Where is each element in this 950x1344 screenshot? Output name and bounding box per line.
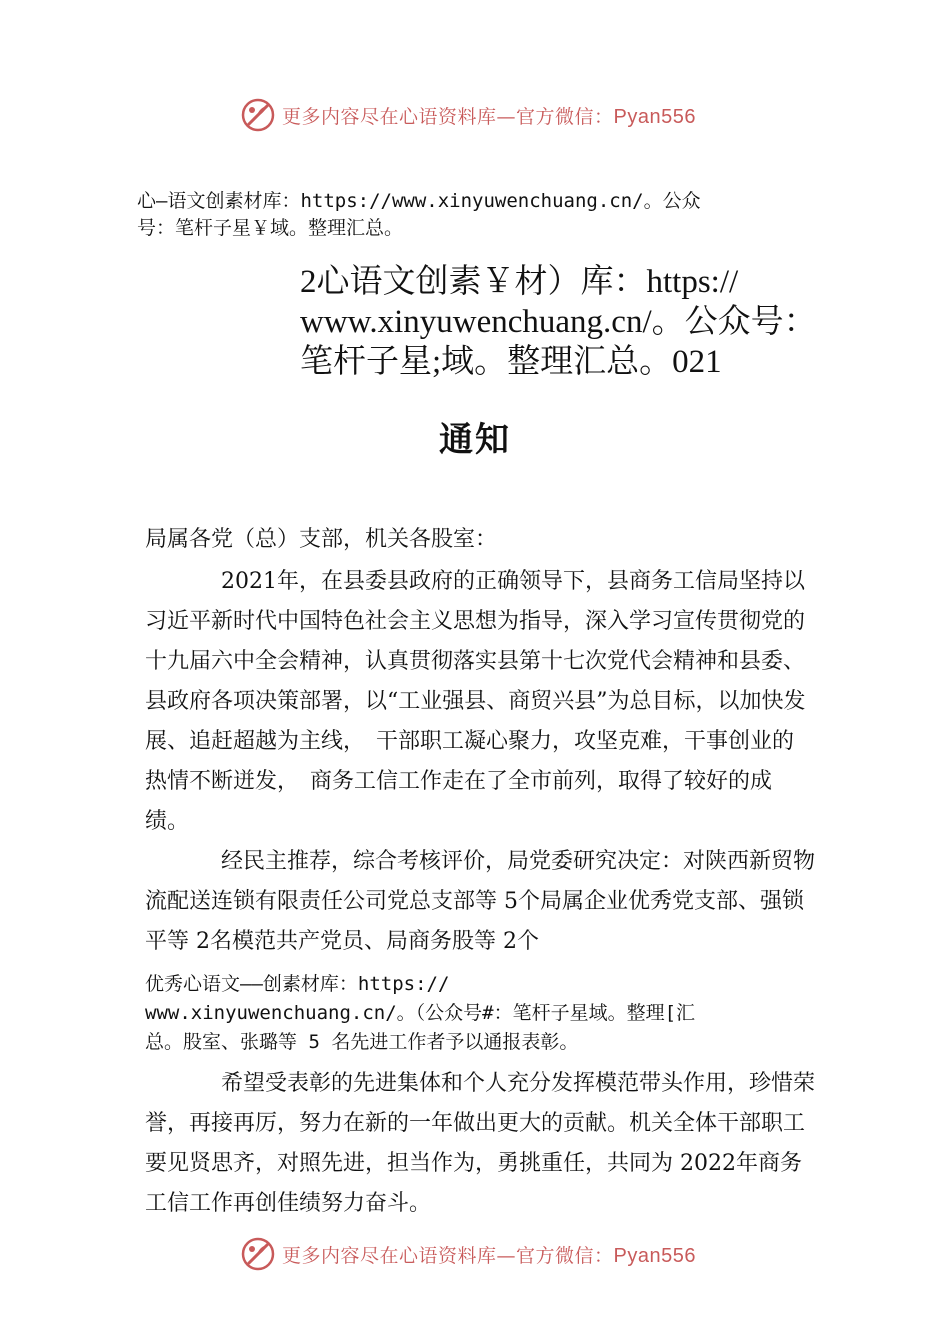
banner-text: 更多内容尽在心语资料库—官方微信：Pyan556 bbox=[282, 1244, 696, 1267]
paragraph-hope bbox=[145, 1064, 815, 1224]
quill-seal-icon bbox=[240, 1236, 276, 1272]
source-note-line: 号：笔杆子星￥域。整理汇总。 bbox=[137, 217, 404, 239]
banner-text: 更多内容尽在心语资料库—官方微信：Pyan556 bbox=[282, 105, 696, 128]
source-note-mid-line: 优秀心语文——创素材库：https:// bbox=[145, 973, 450, 995]
source-note-large bbox=[300, 262, 860, 382]
source-note-mid-line: 总。股室、张璐等 5 名先进工作者予以通报表彰。 bbox=[145, 1031, 579, 1053]
source-note-line: 心—语文创素材库：https://www.xinyuwenchuang.cn/。公众 bbox=[137, 190, 701, 212]
footer-banner bbox=[0, 1234, 950, 1274]
header-banner bbox=[0, 95, 950, 135]
source-note-mid bbox=[145, 970, 845, 1057]
source-note-large-line: www.xinyuwenchuang.cn/。公众号： bbox=[300, 304, 817, 340]
salutation: 局属各党（总）支部，机关各股室： bbox=[145, 527, 498, 552]
source-note-mid-line: www.xinyuwenchuang.cn/。（公众号#：笔杆子星域。整理[汇 bbox=[145, 1002, 696, 1024]
paragraph-decision bbox=[145, 842, 815, 962]
quill-seal-icon bbox=[240, 97, 276, 133]
paragraph-hope-text: 希望受表彰的先进集体和个人充分发挥模范带头作用，珍惜荣誉，再接再厉，努力在新的一年做出更大的贡献。机关全体干部职工要见贤思齐，对照先进，担当作为，勇挑重任，共同为 2022年商务工信工作再创佳绩努力奋斗。 bbox=[145, 1071, 816, 1216]
paragraph-achievements-text: 2021年，在县委县政府的正确领导下，县商务工信局坚持以习近平新时代中国特色社会主义思想为指导，深入学习宣传贯彻党的十九届六中全会精神，认真贯彻落实县第十七次党代会精神和县委、县政府各项决策部署，以“工业强县、商贸兴县”为总目标，以加快发展、追赶超越为主线， 干部职工凝心聚力，攻坚克难，干事创业的热情不断迸发， 商务工信工作走在了全市前列，取得了较好的成绩。 bbox=[145, 569, 806, 834]
document-title: 通知 bbox=[439, 420, 511, 460]
source-note-large-line: 笔杆子星;域。整理汇总。021 bbox=[300, 344, 722, 380]
source-note-top bbox=[137, 188, 837, 242]
wechat-id: Pyan556 bbox=[613, 1244, 696, 1267]
wechat-id: Pyan556 bbox=[613, 105, 696, 128]
paragraph-achievements bbox=[145, 562, 815, 842]
source-note-large-line: 2心语文创素￥材）库：https:// bbox=[300, 264, 739, 300]
paragraph-decision-text: 经民主推荐，综合考核评价，局党委研究决定：对陕西新贸物流配送连锁有限责任公司党总支部等 5个局属企业优秀党支部、强锁平等 2名模范共产党员、局商务股等 2个 bbox=[145, 849, 816, 954]
